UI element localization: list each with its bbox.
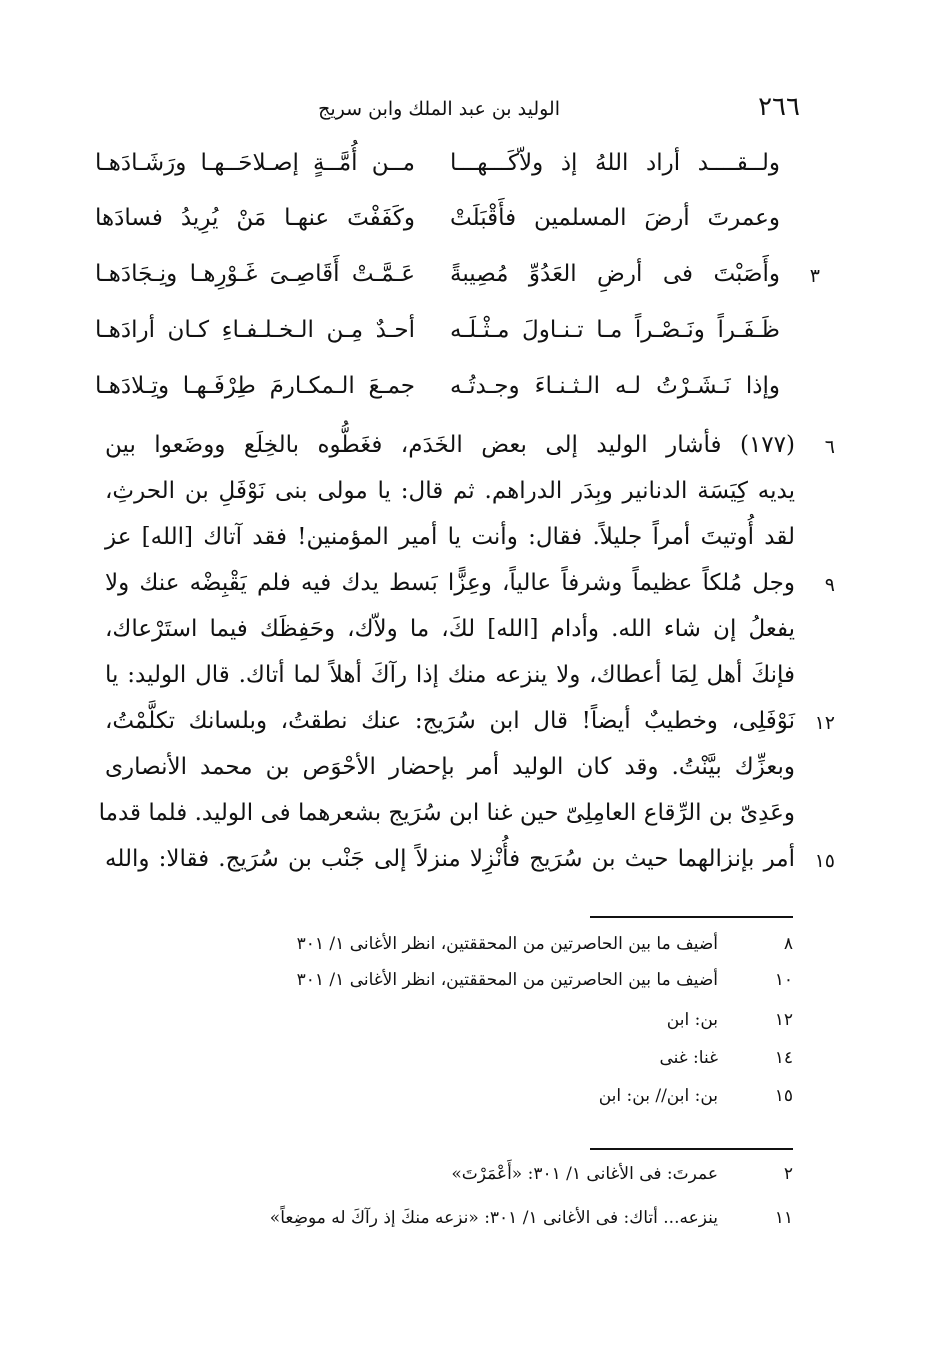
line-number: ١٢ — [814, 712, 835, 734]
prose-text: وبعزِّك بيَّنْتُ. وقد كان الوليد أمر بإحضار الأحْوَص بن محمد الأنصارى — [105, 754, 795, 780]
prose-line — [95, 798, 835, 844]
footnote-divider — [590, 916, 793, 918]
verse-line — [90, 201, 820, 251]
prose-text: يفعلُ إن شاء الله. وأدام [الله] لكَ، ما ولاّك، وحَفِظَك فيما استَرْعاك، — [105, 616, 795, 642]
footnote-divider — [590, 1148, 793, 1150]
footnote — [233, 970, 793, 1004]
verse-first-hemistich: وأَصَبْتَ فى أرضِ العَدُوِّ مُصِيبةً — [450, 261, 780, 287]
verse-second-hemistich: وكَفَفْتَ عنهـا مَنْ يُرِيدُ فسادَها — [95, 205, 415, 231]
prose-line — [95, 430, 835, 476]
prose-text: لقد أُوتيتَ أمراً جليلاً. فقال: وأنت يا أمير المؤمنين! فقد آتاك [الله] عز — [105, 524, 795, 550]
line-number: ٣ — [809, 265, 820, 287]
verse-line — [90, 313, 820, 363]
verse-second-hemistich: أحـدٌ مِـن الـخـلـفـاءِ كـان أرادَهـا — [95, 317, 415, 343]
prose-text: فإنكَ أهل لِمَا أعطاك، ولا ينزعه منك إذا رآكَ أهلاً لما أتاك. قال الوليد: يا — [105, 662, 795, 688]
footnote-line-number: ١٤ — [774, 1048, 793, 1068]
verse-second-hemistich: جمـعَ الـمكـارمَ طِرْفَـهـا وتِـلادَهـا — [95, 373, 415, 399]
source-notes — [233, 1164, 793, 1244]
variant-notes — [233, 934, 793, 1114]
footnote — [233, 1086, 793, 1120]
prose-text: نَوْفَلِى، وخطيبٌ أيضاً! قال ابن سُرَيج: عنك نطقتُ، وبلسانك تكلَّمْتُ، — [105, 708, 795, 734]
verse-first-hemistich: ولــقــــد أراد اللهُ إذ ولاّكَـــهـــا — [450, 150, 780, 176]
prose-line — [95, 476, 835, 522]
line-number: ٩ — [824, 574, 835, 596]
footnote-line-number: ١٥ — [774, 1086, 793, 1106]
footnote-text: بن: ابن — [666, 1010, 718, 1030]
verse-first-hemistich: وعمرتَ أرضَ المسلمين فأَقْبَلَتْ — [450, 205, 780, 231]
prose-text: وعَدِىّ بن الرِّقاع العامِلِىّ حين غنا ابن سُرَيج بشعرهما فى الوليد. فلما قدما — [98, 800, 795, 826]
line-number: ١٥ — [814, 850, 835, 872]
prose-line — [95, 522, 835, 568]
footnote-text: بن: ابن// بن: ابن — [598, 1086, 718, 1106]
prose-line — [95, 844, 835, 890]
prose-text: يديه كِيَسَة الدنانير وبِدَر الدراهم. ثم قال: يا مولى بنى نَوْفَلِ بن الحرثِ، — [105, 478, 795, 504]
footnote-line-number: ١٢ — [774, 1010, 793, 1030]
footnote-text: ينزعه... أتاك: فى الأغانى ١/ ٣٠١: «نزعه منكَ إذ رآكَ له موضِعاً» — [269, 1208, 718, 1228]
page-number: ٢٦٦ — [758, 92, 800, 122]
verse-line — [90, 257, 820, 307]
verse-second-hemistich: عَـمَّـتْ أَقَاصِـىَ غَـوْرِهـا ونِـجَادَهـا — [95, 261, 415, 287]
prose-text: (١٧٧) فأشار الوليد إلى بعض الخَدَم، فغَطُّوه بالخِلَع ووضَعوا بين — [105, 432, 795, 458]
verse-second-hemistich: مــن أُمَّــةٍ إصـلاحَــهـا ورَشَـادَهـا — [95, 150, 415, 176]
footnote-text: غنا: غنى — [659, 1048, 718, 1068]
prose-line — [95, 752, 835, 798]
footnote — [233, 1010, 793, 1044]
footnote — [233, 1208, 793, 1242]
page-header — [300, 86, 800, 136]
footnote — [233, 1048, 793, 1082]
prose-line — [95, 660, 835, 706]
verse-first-hemistich: ظَـفَـراً ونَـصْـراً مـا تـنـاولَ مـثْـلَـه — [450, 317, 780, 343]
footnote — [233, 1164, 793, 1198]
prose-text: وجل مُلكاً عظيماً وشرفاً عالياً، وعِزًّا بَسط يدك فيه فلم يَقْبِضْه عنك ولا — [105, 570, 795, 596]
footnote — [233, 934, 793, 968]
running-title: الوليد بن عبد الملك وابن سريج — [318, 98, 560, 120]
footnote-line-number: ٨ — [783, 934, 793, 954]
verse-first-hemistich: وإذا نَـشَـرْتُ لـه الـثـنـاءَ وجـدتُـه — [450, 373, 780, 399]
footnote-line-number: ١١ — [774, 1208, 793, 1228]
prose-line — [95, 614, 835, 660]
prose-line — [95, 706, 835, 752]
verse-line — [90, 369, 820, 419]
line-number: ٦ — [824, 436, 835, 458]
prose-text: أمر بإنزالهما حيث بن سُرَيج فأُنْزِلا منزلاً إلى جَنْب بن سُرَيج. فقالا: والله — [105, 846, 795, 872]
prose-paragraph — [95, 430, 835, 900]
footnote-text: أضيف ما بين الحاصرتين من المحققتين، انظر الأغانى ١/ ٣٠١ — [296, 934, 718, 954]
verse-line — [90, 146, 820, 196]
footnote-text: عمرتَ: فى الأغانى ١/ ٣٠١: «أَعْمَرْتَ» — [451, 1164, 718, 1184]
footnote-line-number: ٢ — [783, 1164, 793, 1184]
footnote-line-number: ١٠ — [774, 970, 793, 990]
prose-line — [95, 568, 835, 614]
footnote-text: أضيف ما بين الحاصرتين من المحققتين، انظر الأغانى ١/ ٣٠١ — [296, 970, 718, 990]
